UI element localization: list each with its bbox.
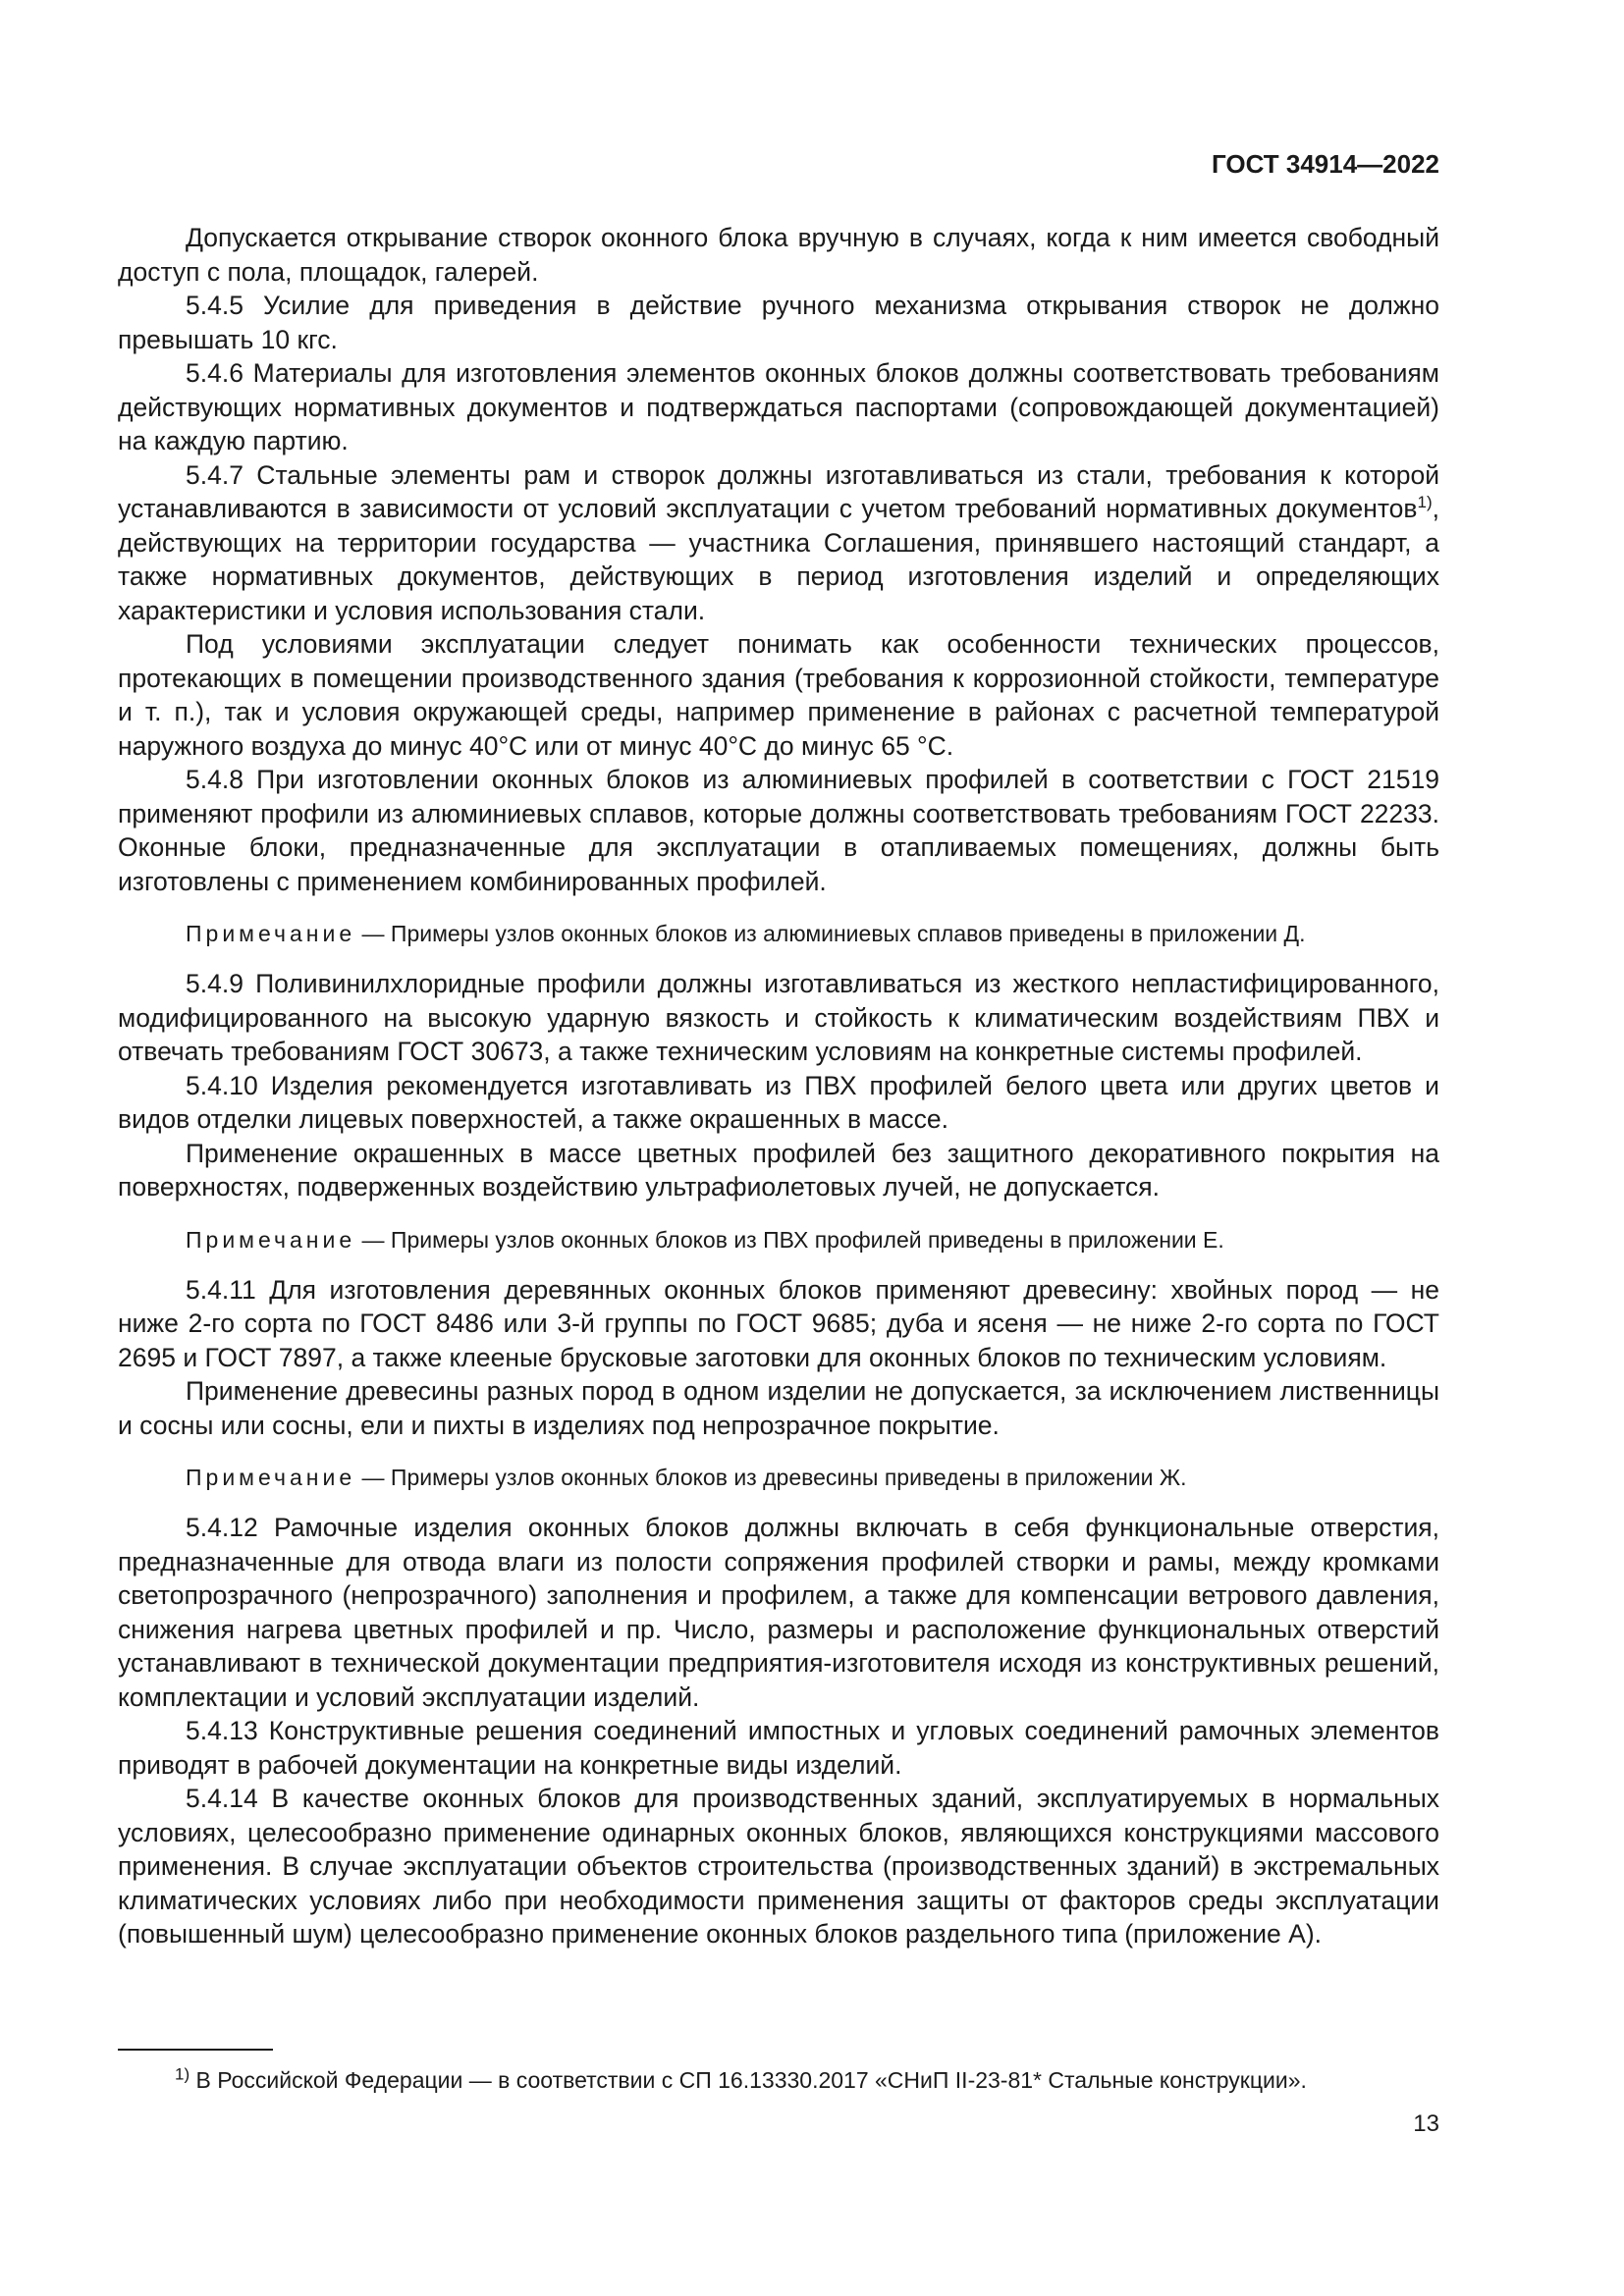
document-body — [118, 221, 1439, 1951]
paragraph-5-4-6: 5.4.6 Материалы для изготовления элементов оконных блоков должны соответствовать требованиям действующих нормативных документов и подтверждаться паспортами (сопровождающей документацией) на каждую партию. — [118, 358, 1439, 455]
paragraph-5-4-12: 5.4.12 Рамочные изделия оконных блоков должны включать в себя функциональные отверстия, предназначенные для отвода влаги из полости сопряжения профилей створки и рамы, между кромками светопрозрачного (непрозрачного) заполнения и профилем, а также для компенсации ветрового давления, снижения нагрева цветных профилей и пр. Число, размеры и расположение функциональных отверстий устанавливают в технической документации предприятия-изготовителя исходя из конструктивных решений, комплектации и условий эксплуатации изделий. — [118, 1513, 1439, 1712]
note-text: — Примеры узлов оконных блоков из древесины приведены в приложении Ж. — [361, 1465, 1187, 1490]
note-label: Примечание — [186, 1226, 356, 1253]
note-label: Примечание — [186, 1465, 356, 1490]
note-aluminium — [118, 918, 1439, 949]
paragraph-5-4-7-part2: , действующих на территории государства — участника Соглашения, принявшего настоящий стандарт, а также нормативных документов, действующих в период изготовления изделий и определяющих характеристики и условия использования стали. — [118, 494, 1439, 625]
footnote-ref: 1) — [1417, 493, 1433, 512]
paragraph-uv: Применение окрашенных в массе цветных профилей без защитного декоративного покрытия на поверхностях, подверженных воздействию ультрафиолетовых лучей, не допускается. — [118, 1138, 1439, 1201]
paragraph-operating-conditions: Под условиями эксплуатации следует понимать как особенности технических процессов, протекающих в помещении производственного здания (требования к коррозионной стойкости, температуре и т. п.), так и условия окружающей среды, например применение в районах с расчетной температурой наружного воздуха до минус 40°С или от минус 40°С до минус 65 °С. — [118, 629, 1439, 761]
note-pvc — [118, 1224, 1439, 1255]
footnote-text: В Российской Федерации — в соответствии с СП 16.13330.2017 «СНиП II-23-81* Стальные конструкции». — [195, 2067, 1307, 2093]
paragraph-5-4-7-part1: 5.4.7 Стальные элементы рам и створок должны изготавливаться из стали, требования к которой устанавливаются в зависимости от условий эксплуатации с учетом требований нормативных документов — [118, 459, 1439, 523]
paragraph-5-4-9: 5.4.9 Поливинилхлоридные профили должны изготавливаться из жесткого непластифицированного, модифицированного на высокую ударную вязкость и стойкость к климатическим воздействиям ПВХ и отвечать требованиям ГОСТ 30673, а также техническим условиям на конкретные системы профилей. — [118, 969, 1439, 1066]
paragraph-5-4-7 — [118, 458, 1439, 628]
footnote-marker: 1) — [175, 2064, 190, 2084]
paragraph-5-4-11: 5.4.11 Для изготовления деревянных оконных блоков применяют древесину: хвойных пород — не ниже 2-го сорта по ГОСТ 8486 или 3-й группы по ГОСТ 9685; дуба и ясеня — не ниже 2-го сорта по ГОСТ 2695 и ГОСТ 7897, а также клееные брусковые заготовки для оконных блоков по техническим условиям. — [118, 1274, 1439, 1372]
note-label: Примечание — [186, 921, 356, 946]
paragraph-5-4-13: 5.4.13 Конструктивные решения соединений импостных и угловых соединений рамочных элементов приводят в рабочей документации на конкретные виды изделий. — [118, 1716, 1439, 1780]
paragraph: Допускается открывание створок оконного блока вручную в случаях, когда к ним имеется свободный доступ с пола, площадок, галерей. — [118, 223, 1439, 287]
paragraph-5-4-10: 5.4.10 Изделия рекомендуется изготавливать из ПВХ профилей белого цвета или других цветов и видов отделки лицевых поверхностей, а также окрашенных в массе. — [118, 1070, 1439, 1134]
note-text: — Примеры узлов оконных блоков из алюминиевых сплавов приведены в приложении Д. — [361, 921, 1306, 946]
note-wood — [118, 1462, 1439, 1493]
footnote — [175, 2065, 1307, 2095]
paragraph-5-4-8: 5.4.8 При изготовлении оконных блоков из алюминиевых профилей в соответствии с ГОСТ 21519 применяют профили из алюминиевых сплавов, которые должны соответствовать требованиям ГОСТ 22233. Оконные блоки, предназначенные для эксплуатации в отапливаемых помещениях, должны быть изготовлены с применением комбинированных профилей. — [118, 765, 1439, 896]
paragraph-5-4-14: 5.4.14 В качестве оконных блоков для производственных зданий, эксплуатируемых в нормальных условиях, целесообразно применение одинарных оконных блоков, являющихся конструкциями массового применения. В случае эксплуатации объектов строительства (производственных зданий) в экстремальных климатических условиях либо при необходимости применения защиты от факторов среды эксплуатации (повышенный шум) целесообразно применение оконных блоков раздельного типа (приложение А). — [118, 1784, 1439, 1949]
footnote-divider — [118, 2049, 273, 2051]
page-number: 13 — [1413, 2110, 1439, 2137]
paragraph-wood-species: Применение древесины разных пород в одном изделии не допускается, за исключением лиственницы и сосны или сосны, ели и пихты в изделиях под непрозрачное покрытие. — [118, 1376, 1439, 1440]
note-text: — Примеры узлов оконных блоков из ПВХ профилей приведены в приложении Е. — [361, 1226, 1224, 1253]
paragraph-5-4-5: 5.4.5 Усилие для приведения в действие ручного механизма открывания створок не должно превышать 10 кгс. — [118, 291, 1439, 354]
document-id: ГОСТ 34914—2022 — [1212, 149, 1439, 179]
